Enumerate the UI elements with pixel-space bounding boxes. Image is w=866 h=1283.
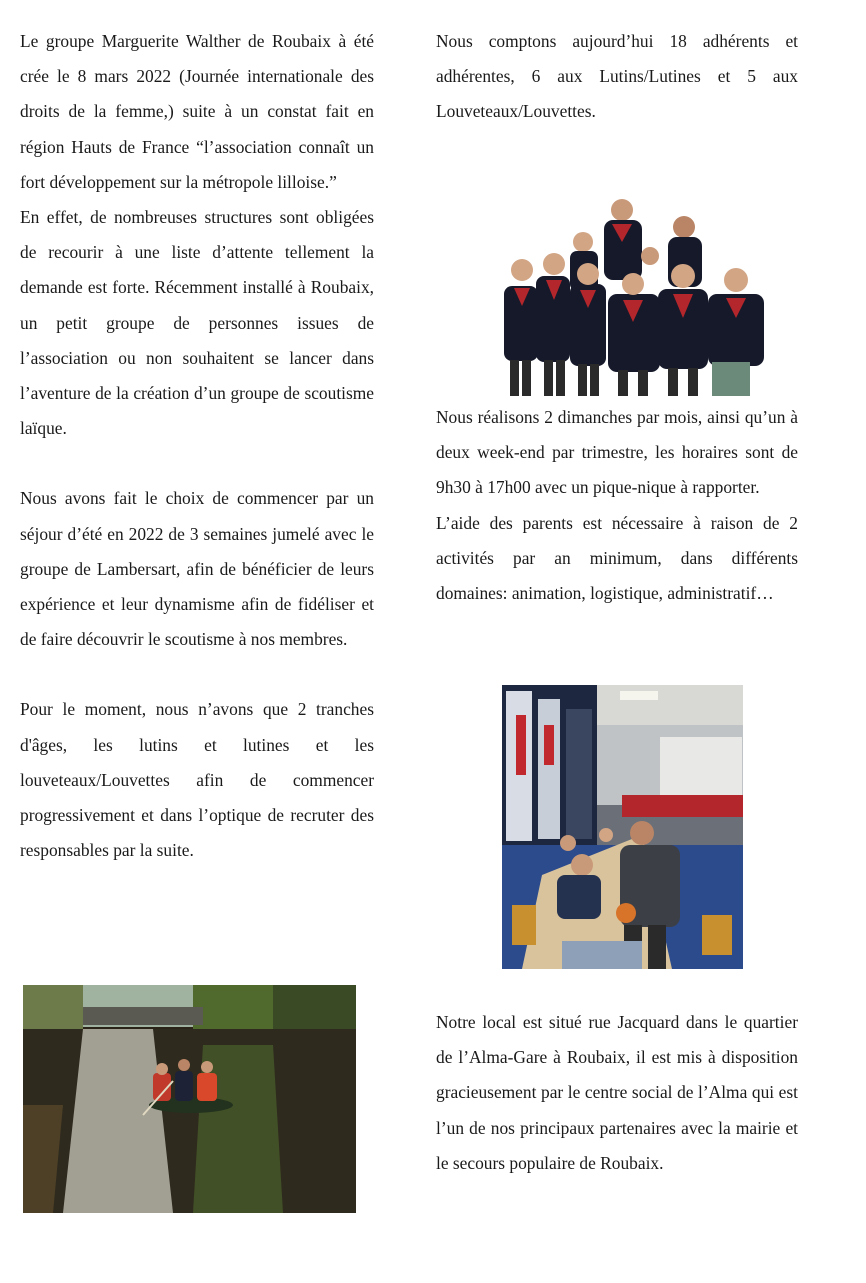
- group-photo: [500, 194, 768, 398]
- right-text-premises: [436, 1005, 798, 1181]
- canoe-photo: [23, 985, 356, 1213]
- paragraph-members: Nous comptons aujourd’hui 18 adhérents et adhérentes, 6 aux Lutins/Lutines et 5 aux Louveteaux/Louvettes.: [436, 31, 798, 122]
- left-text-column: [20, 24, 374, 868]
- paragraph-group-founding: Le groupe Marguerite Walther de Roubaix à été crée le 8 mars 2022 (Journée internationale des droits de la femme,) suite à un constat fait en région Hauts de France “l’association connaît un fort développement sur la métropole lilloise.”: [20, 31, 374, 192]
- paragraph-schedule: Nous réalisons 2 dimanches par mois, ainsi qu’un à deux week-end par trimestre, les horaires sont de 9h30 à 17h00 avec un pique-nique à rapporter.: [436, 407, 798, 498]
- canoe-illustration: [23, 985, 356, 1213]
- right-text-schedule: [436, 400, 798, 611]
- paragraph-age-groups: Pour le moment, nous n’avons que 2 tranches d'âges, les lutins et lutines et les louveteaux/Louvettes afin de commencer progressivement et dans l’optique de recruter des responsables par la suite.: [20, 699, 374, 861]
- activity-room-photo: [502, 685, 743, 969]
- paragraph-spacer: [20, 657, 374, 692]
- paragraph-parents-help: L’aide des parents est nécessaire à raison de 2 activités par an minimum, dans différents domaines: animation, logistique, administratif…: [436, 512, 798, 604]
- group-photo-illustration: [500, 194, 768, 398]
- paragraph-summer-stay: Nous avons fait le choix de commencer par un séjour d’été en 2022 de 3 semaines jumelé avec le groupe de Lambersart, afin de bénéficier de leurs expérience et leur dynamisme afin de fidéliser et de faire découvrir le scoutisme à nos membres.: [20, 488, 374, 650]
- paragraph-spacer: [20, 446, 374, 481]
- paragraph-waiting-list: En effet, de nombreuses structures sont obligées de recourir à une liste d’attente tellement la demande est forte. Récemment installé à Roubaix, un petit groupe de personnes issues de l’association ou non souhaitent se lancer dans l’aventure de la création d’un groupe de scoutisme laïque.: [20, 207, 374, 439]
- activity-room-illustration: [502, 685, 743, 969]
- right-text-members: [436, 24, 798, 130]
- paragraph-premises: Notre local est situé rue Jacquard dans le quartier de l’Alma-Gare à Roubaix, il est mis à disposition gracieusement par le centre social de l’Alma qui est l’un de nos principaux partenaires avec la mairie et le secours populaire de Roubaix.: [436, 1012, 798, 1173]
